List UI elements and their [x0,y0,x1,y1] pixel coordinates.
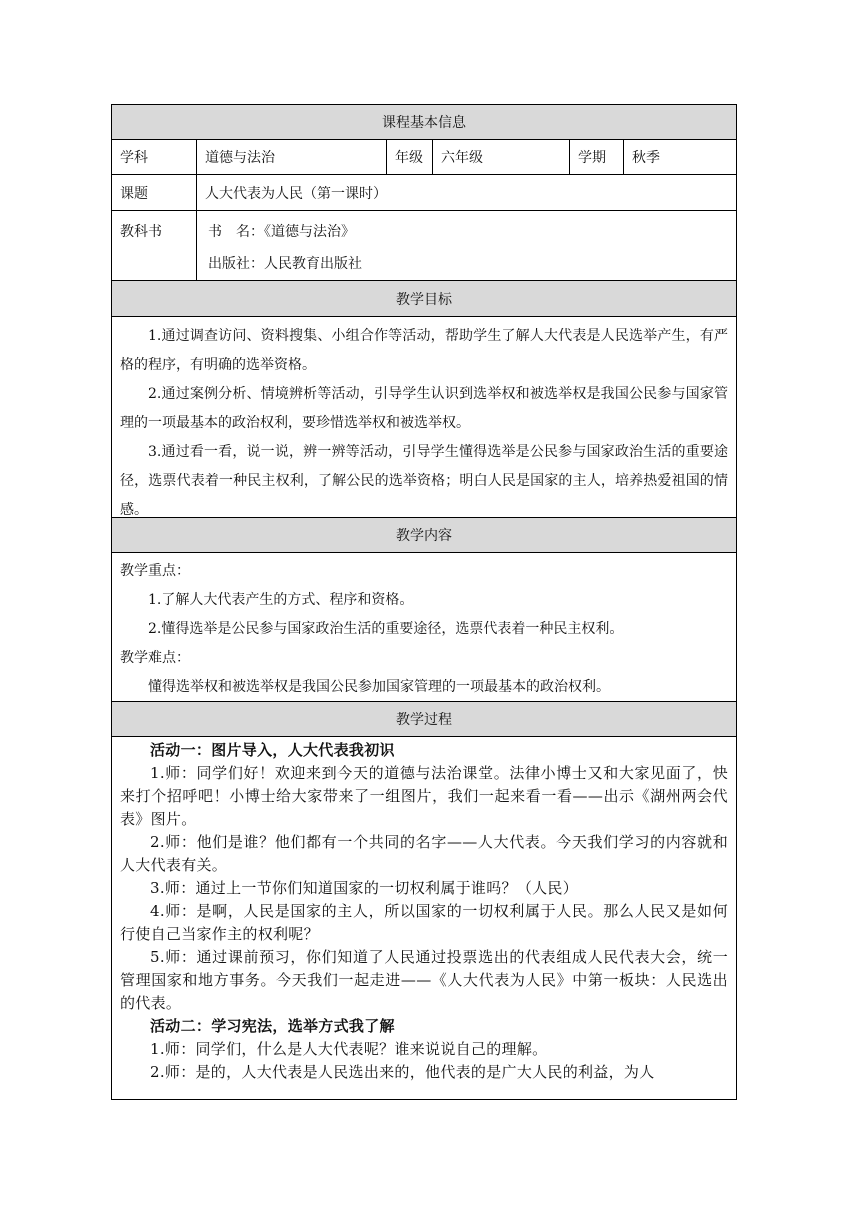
section-header-content [112,518,736,553]
section-title: 教学过程 [396,712,452,728]
objective-item: 2.通过案例分析、情境辨析等活动，引导学生认识到选举权和被选举权是我国公民参与国家管理的一项最基本的政治权利，要珍惜选举权和被选举权。 [120,386,728,431]
section-title: 教学目标 [396,291,452,308]
objectives-body [112,317,736,518]
activity-item: 1.师：同学们，什么是人大代表呢？谁来说说自己的理解。 [150,1040,548,1058]
activity-item: 5.师：通过课前预习，你们知道了人民通过投票选出的代表组成人民代表大会，统一管理国家和地方事务。今天我们一起走进——《人大代表为人民》中第一板块：人民选出的代表。 [120,948,728,1012]
process-body [112,737,736,1099]
activity-item: 2.师：是的，人大代表是人民选出来的，他代表的是广大人民的利益，为人 [150,1063,655,1081]
activity-item: 2.师：他们是谁？他们都有一个共同的名字——人大代表。今天我们学习的内容就和人大代表有关。 [120,833,728,874]
info-row-topic [112,175,736,211]
subject-value: 道德与法治 [197,140,387,174]
objective-item: 3.通过看一看，说一说，辨一辨等活动，引导学生懂得选举是公民参与国家政治生活的重要途径，选票代表着一种民主权利，了解公民的选举资格；明白人民是国家的主人，培养热爱祖国的情感。 [120,444,728,518]
activity-item: 4.师：是啊，人民是国家的主人，所以国家的一切权利属于人民。那么人民又是如何行使自己当家作主的权利呢？ [120,902,728,943]
section-header-process [112,702,736,737]
info-row-subject [112,140,736,175]
textbook-name: 书 名：《道德与法治》 [208,224,355,240]
activity-title: 活动二：学习宪法，选举方式我了解 [150,1017,395,1035]
term-value: 秋季 [632,150,660,166]
textbook-label: 教科书 [112,211,197,280]
section-header-basic-info [112,105,736,140]
key-points-label: 教学重点： [120,563,190,579]
activity-title: 活动一：图片导入，人大代表我初识 [150,741,395,759]
grade-value: 六年级 [433,140,570,174]
topic-value: 人大代表为人民（第一课时） [205,185,387,202]
section-title: 教学内容 [396,528,452,544]
difficult-point-item: 懂得选举权和被选举权是我国公民参加国家管理的一项最基本的政治权利。 [148,679,610,695]
lesson-plan-table [111,104,737,1100]
content-body [112,553,736,702]
grade-label: 年级 [387,140,433,174]
difficult-points-label: 教学难点： [120,650,190,666]
subject-label: 学科 [112,140,197,174]
term-label: 学期 [570,140,624,174]
activity-item: 1.师：同学们好！欢迎来到今天的道德与法治课堂。法律小博士又和大家见面了，快来打个招呼吧！小博士给大家带来了一组图片，我们一起来看一看——出示《湖州两会代表》图片。 [120,764,728,828]
textbook-publisher: 出版社：人民教育出版社 [208,256,362,272]
section-header-objectives [112,281,736,317]
objective-item: 1.通过调查访问、资料搜集、小组合作等活动，帮助学生了解人大代表是人民选举产生，有严格的程序，有明确的选举资格。 [120,328,728,373]
activity-item: 3.师：通过上一节你们知道国家的一切权利属于谁吗？（人民） [150,879,579,897]
info-row-textbook [112,211,736,281]
topic-label: 课题 [112,175,197,210]
key-point-item: 2.懂得选举是公民参与国家政治生活的重要途径，选票代表着一种民主权利。 [148,621,624,637]
section-title: 课程基本信息 [382,115,466,131]
key-point-item: 1.了解人大代表产生的方式、程序和资格。 [148,592,414,608]
